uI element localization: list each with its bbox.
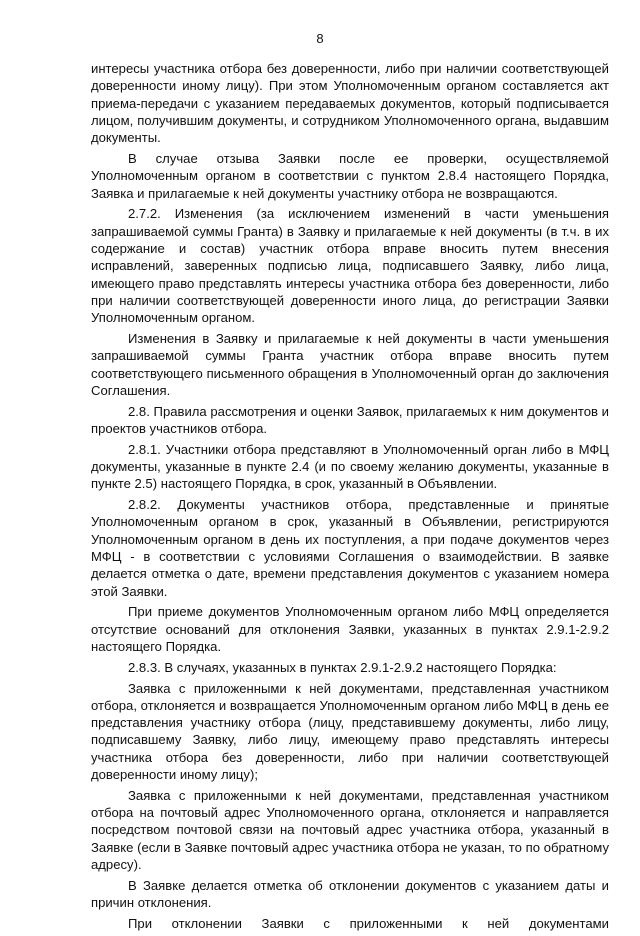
paragraph: 2.7.2. Изменения (за исключением изменений в части уменьшения запрашиваемой суммы Гранта) в Заявку и прилагаемые к ней документы (в т.ч. в их содержание и состав) участник отбора вправе вносить путем внесения исправлений, заверенных подписью лица, подписавшего Заявку, либо лица, имеющего право представлять интересы участника отбора без доверенности, либо при наличии соответствующей доверенности иного лица, до регистрации Заявки Уполномоченным органом. xyxy=(91,206,609,326)
paragraph: 2.8. Правила рассмотрения и оценки Заявок, прилагаемых к ним документов и проектов участников отбора. xyxy=(91,403,609,436)
paragraph: В Заявке делается отметка об отклонении документов с указанием даты и причин отклонения. xyxy=(91,877,609,911)
paragraph: При отклонении Заявки с приложенными к ней документами xyxy=(128,915,609,931)
document-body xyxy=(91,60,609,936)
paragraph: В случае отзыва Заявки после ее проверки, осуществляемой Уполномоченным органом в соответствии с пунктом 2.8.4 настоящего Порядка, Заявка и прилагаемые к ней документы участнику отбора не возвращаются. xyxy=(91,150,609,201)
paragraph: При приеме документов Уполномоченным органом либо МФЦ определяется отсутствие оснований для отклонения Заявки, указанных в пунктах 2.9.1-2.9.2 настоящего Порядка. xyxy=(91,604,609,654)
paragraph: 2.8.1. Участники отбора представляют в Уполномоченный орган либо в МФЦ документы, указанные в пункте 2.4 (и по своему желанию документы, указанные в пункте 2.5) настоящего Порядка, в срок, указанный в Объявлении. xyxy=(91,441,609,492)
page-number: 8 xyxy=(316,31,324,46)
paragraph: Изменения в Заявку и прилагаемые к ней документы в части уменьшения запрашиваемой суммы Гранта участник отбора вправе вносить путем соответствующего письменного обращения в Уполномоченный орган до заключения Соглашения. xyxy=(91,330,609,398)
paragraph: 2.8.3. В случаях, указанных в пунктах 2.9.1-2.9.2 настоящего Порядка: xyxy=(128,659,557,675)
paragraph: интересы участника отбора без доверенности, либо при наличии соответствующей доверенности иному лицу). При этом Уполномоченным органом составляется акт приема-передачи с указанием передаваемых документов, который подписывается лицом, получившим документы, и сотрудником Уполномоченного органа, выдавшим документы. xyxy=(91,61,609,146)
paragraph: 2.8.2. Документы участников отбора, представленные и принятые Уполномоченным органом в срок, указанный в Объявлении, регистрируются Уполномоченным органом в день их поступления, а при подаче документов через МФЦ - в соответствии с условиями Соглашения о взаимодействии. В заявке делается отметка о дате, времени представления документов с указанием номера этой Заявки. xyxy=(91,497,609,599)
paragraph: Заявка с приложенными к ней документами, представленная участником отбора, отклоняется и возвращается Уполномоченным органом либо МФЦ в день ее представления участнику отбора (лицу, представившему документы, либо лицу, подписавшему Заявку, либо лицу, имеющему право представлять интересы участника отбора без доверенности, либо при наличии соответствующей доверенности иному лицу); xyxy=(91,680,609,783)
paragraph: Заявка с приложенными к ней документами, представленная участником отбора на почтовый адрес Уполномоченного органа, отклоняется и направляется посредством почтовой связи на почтовый адрес участника отбора, указанный в Заявке (если в Заявке почтовый адрес участника отбора не указан, то по обратному адресу). xyxy=(91,787,609,873)
